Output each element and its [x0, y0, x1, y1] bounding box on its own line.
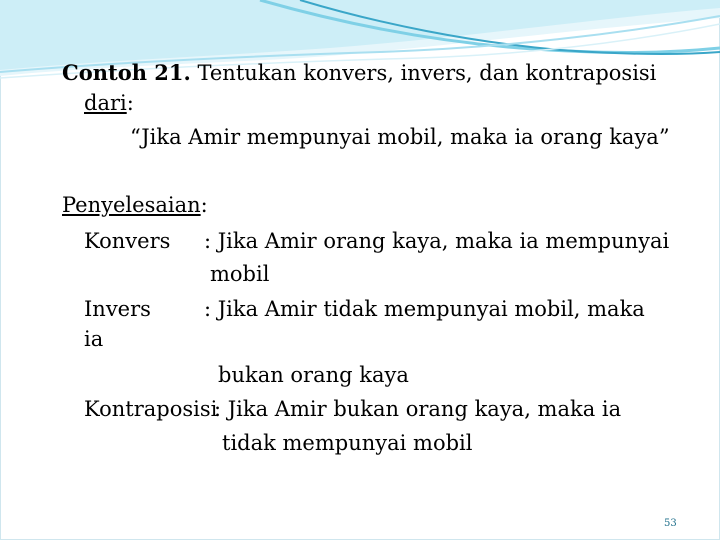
solution-heading: Penyelesaian: [62, 193, 201, 217]
example-number: Contoh 21.: [62, 60, 191, 85]
title-line-2: [84, 90, 134, 116]
title-line-1: [62, 60, 656, 86]
title-word-dari: dari: [84, 91, 127, 115]
invers-text-line-1: : Jika Amir tidak mempunyai mobil, maka: [204, 297, 645, 321]
konvers-text-line-2: mobil: [210, 262, 270, 286]
konvers-label: Konvers: [84, 229, 171, 253]
invers-text-line-2: bukan orang kaya: [218, 363, 409, 387]
invers-label-wrap: ia: [84, 327, 104, 351]
kontraposisi-text-line-1: : Jika Amir bukan orang kaya, maka ia: [214, 397, 622, 421]
konvers-text-line-1: : Jika Amir orang kaya, maka ia mempunyai: [204, 229, 670, 253]
kontraposisi-text-line-2: tidak mempunyai mobil: [222, 431, 473, 455]
solution-colon: :: [200, 193, 208, 217]
invers-label: Invers: [84, 297, 151, 321]
title-colon: :: [126, 91, 134, 115]
kontraposisi-label: Kontraposisi: [84, 397, 218, 421]
statement: “Jika Amir mempunyai mobil, maka ia orang kaya”: [130, 125, 670, 149]
solution-heading-line: [62, 192, 208, 218]
title-instruction: Tentukan konvers, invers, dan kontraposisi: [190, 61, 657, 85]
page-number: 53: [664, 518, 677, 529]
